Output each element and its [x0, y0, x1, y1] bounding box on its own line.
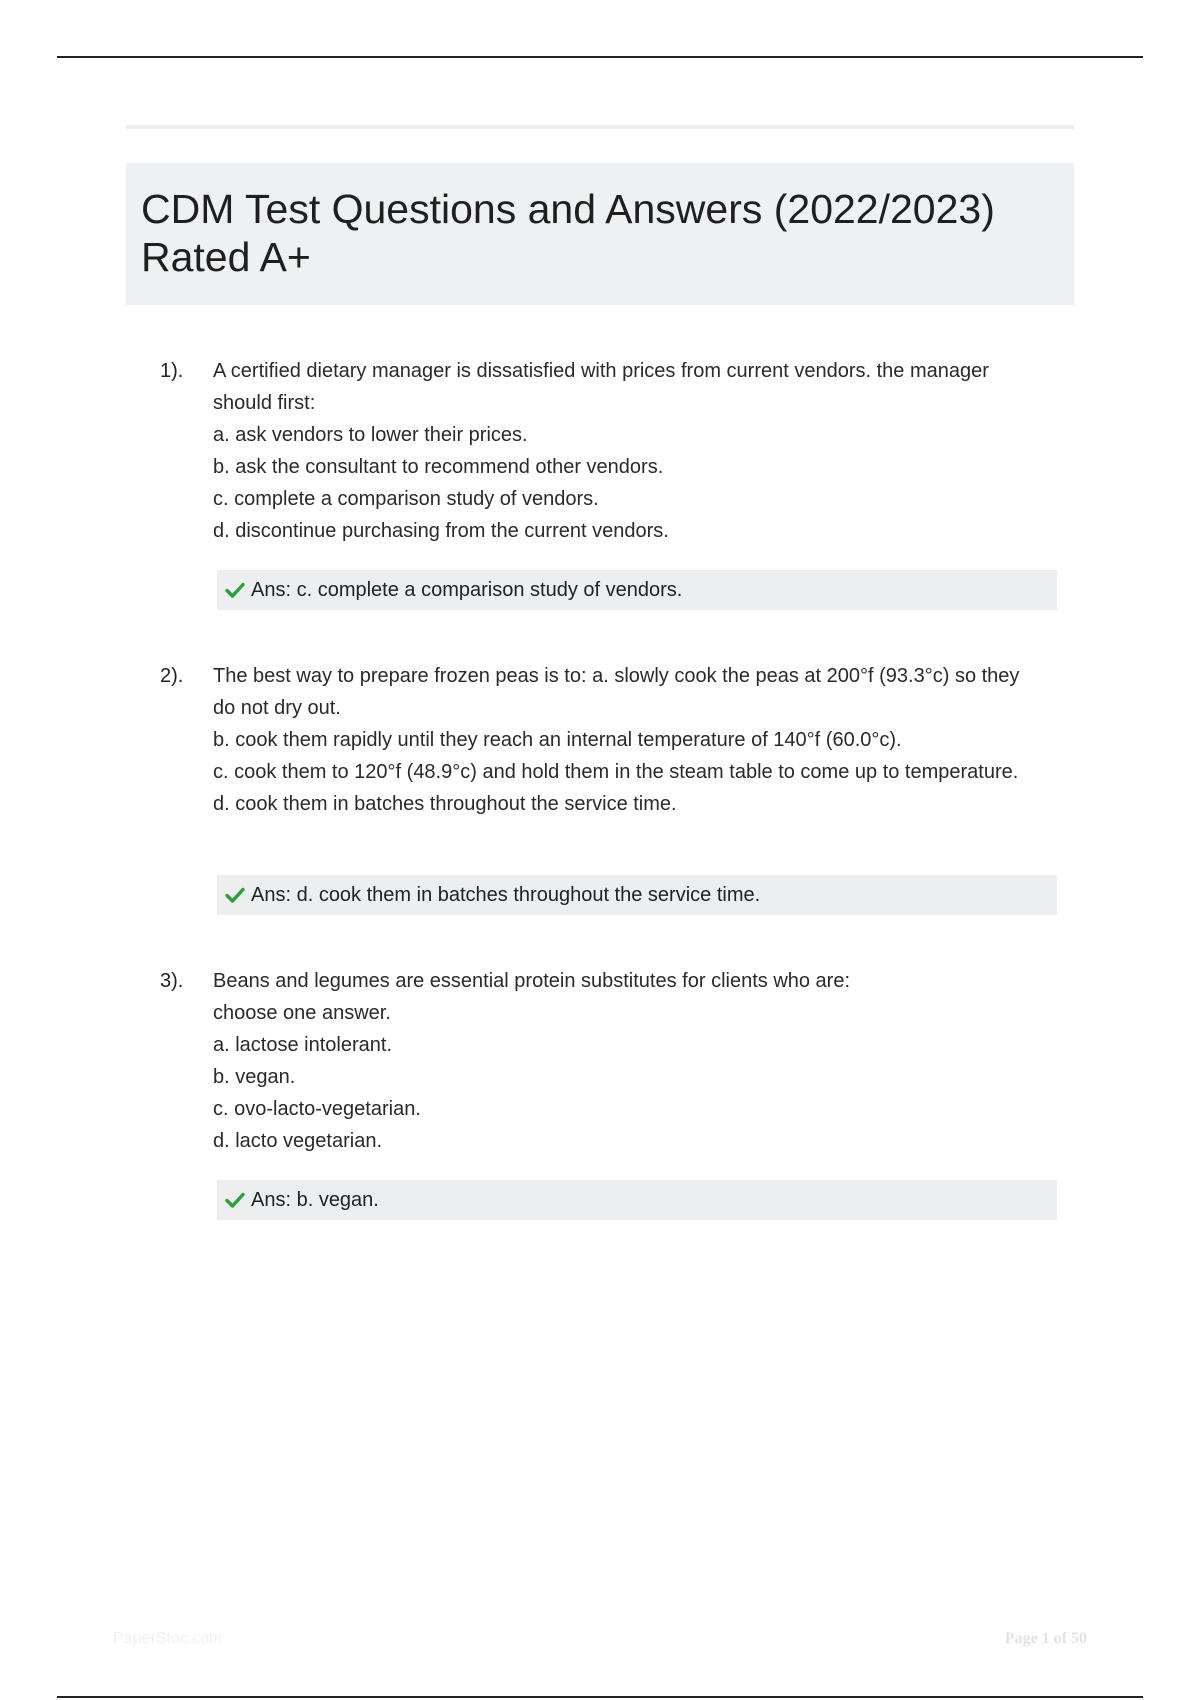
question-text: Beans and legumes are essential protein substitutes for clients who are: — [213, 970, 851, 992]
option-d: d. lacto vegetarian. — [213, 1130, 382, 1152]
option-d: d. cook them in batches throughout the service time. — [213, 793, 677, 815]
question-number: 2). — [160, 665, 184, 687]
header-divider — [126, 125, 1074, 129]
question-text: The best way to prepare frozen peas is to: a. slowly cook the peas at 200°f (93.3°c) so they do not dry out. — [213, 665, 1020, 719]
option-c: c. ovo-lacto-vegetarian. — [213, 1098, 421, 1120]
answer-box — [217, 570, 1057, 610]
option-b: b. cook them rapidly until they reach an internal temperature of 140°f (60.0°c). — [213, 729, 902, 751]
answer-text: Ans: d. cook them in batches throughout the service time. — [251, 883, 761, 906]
option-d: d. discontinue purchasing from the current vendors. — [213, 520, 669, 542]
option-a: a. lactose intolerant. — [213, 1034, 392, 1056]
check-icon — [225, 886, 245, 904]
title-line-2: Rated A+ — [141, 234, 311, 280]
answer-text: Ans: c. complete a comparison study of vendors. — [251, 578, 683, 601]
option-b: b. vegan. — [213, 1066, 296, 1088]
question-instruction: choose one answer. — [213, 1002, 391, 1024]
document-title — [141, 185, 1060, 281]
answer-box — [217, 1180, 1057, 1220]
question-number: 1). — [160, 360, 184, 382]
answer-box — [217, 875, 1057, 915]
page-number: Page 1 of 50 — [1004, 1630, 1087, 1647]
check-icon — [225, 1191, 245, 1209]
question-number: 3). — [160, 970, 184, 992]
question-body — [213, 355, 1033, 547]
footer-watermark: PaperStoc.com — [113, 1630, 223, 1647]
option-a: a. ask vendors to lower their prices. — [213, 424, 528, 446]
question-body — [213, 965, 1033, 1157]
title-line-1: CDM Test Questions and Answers (2022/2023) — [141, 186, 995, 232]
question-text: A certified dietary manager is dissatisfied with prices from current vendors. the manager should first: — [213, 360, 989, 414]
option-c: c. complete a comparison study of vendors. — [213, 488, 599, 510]
check-icon — [225, 581, 245, 599]
option-c: c. cook them to 120°f (48.9°c) and hold them in the steam table to come up to temperature. — [213, 761, 1019, 783]
option-b: b. ask the consultant to recommend other vendors. — [213, 456, 664, 478]
question-body — [213, 660, 1033, 820]
title-panel — [126, 163, 1074, 305]
top-rule — [57, 56, 1143, 58]
bottom-rule — [57, 1696, 1143, 1698]
answer-text: Ans: b. vegan. — [251, 1188, 379, 1211]
